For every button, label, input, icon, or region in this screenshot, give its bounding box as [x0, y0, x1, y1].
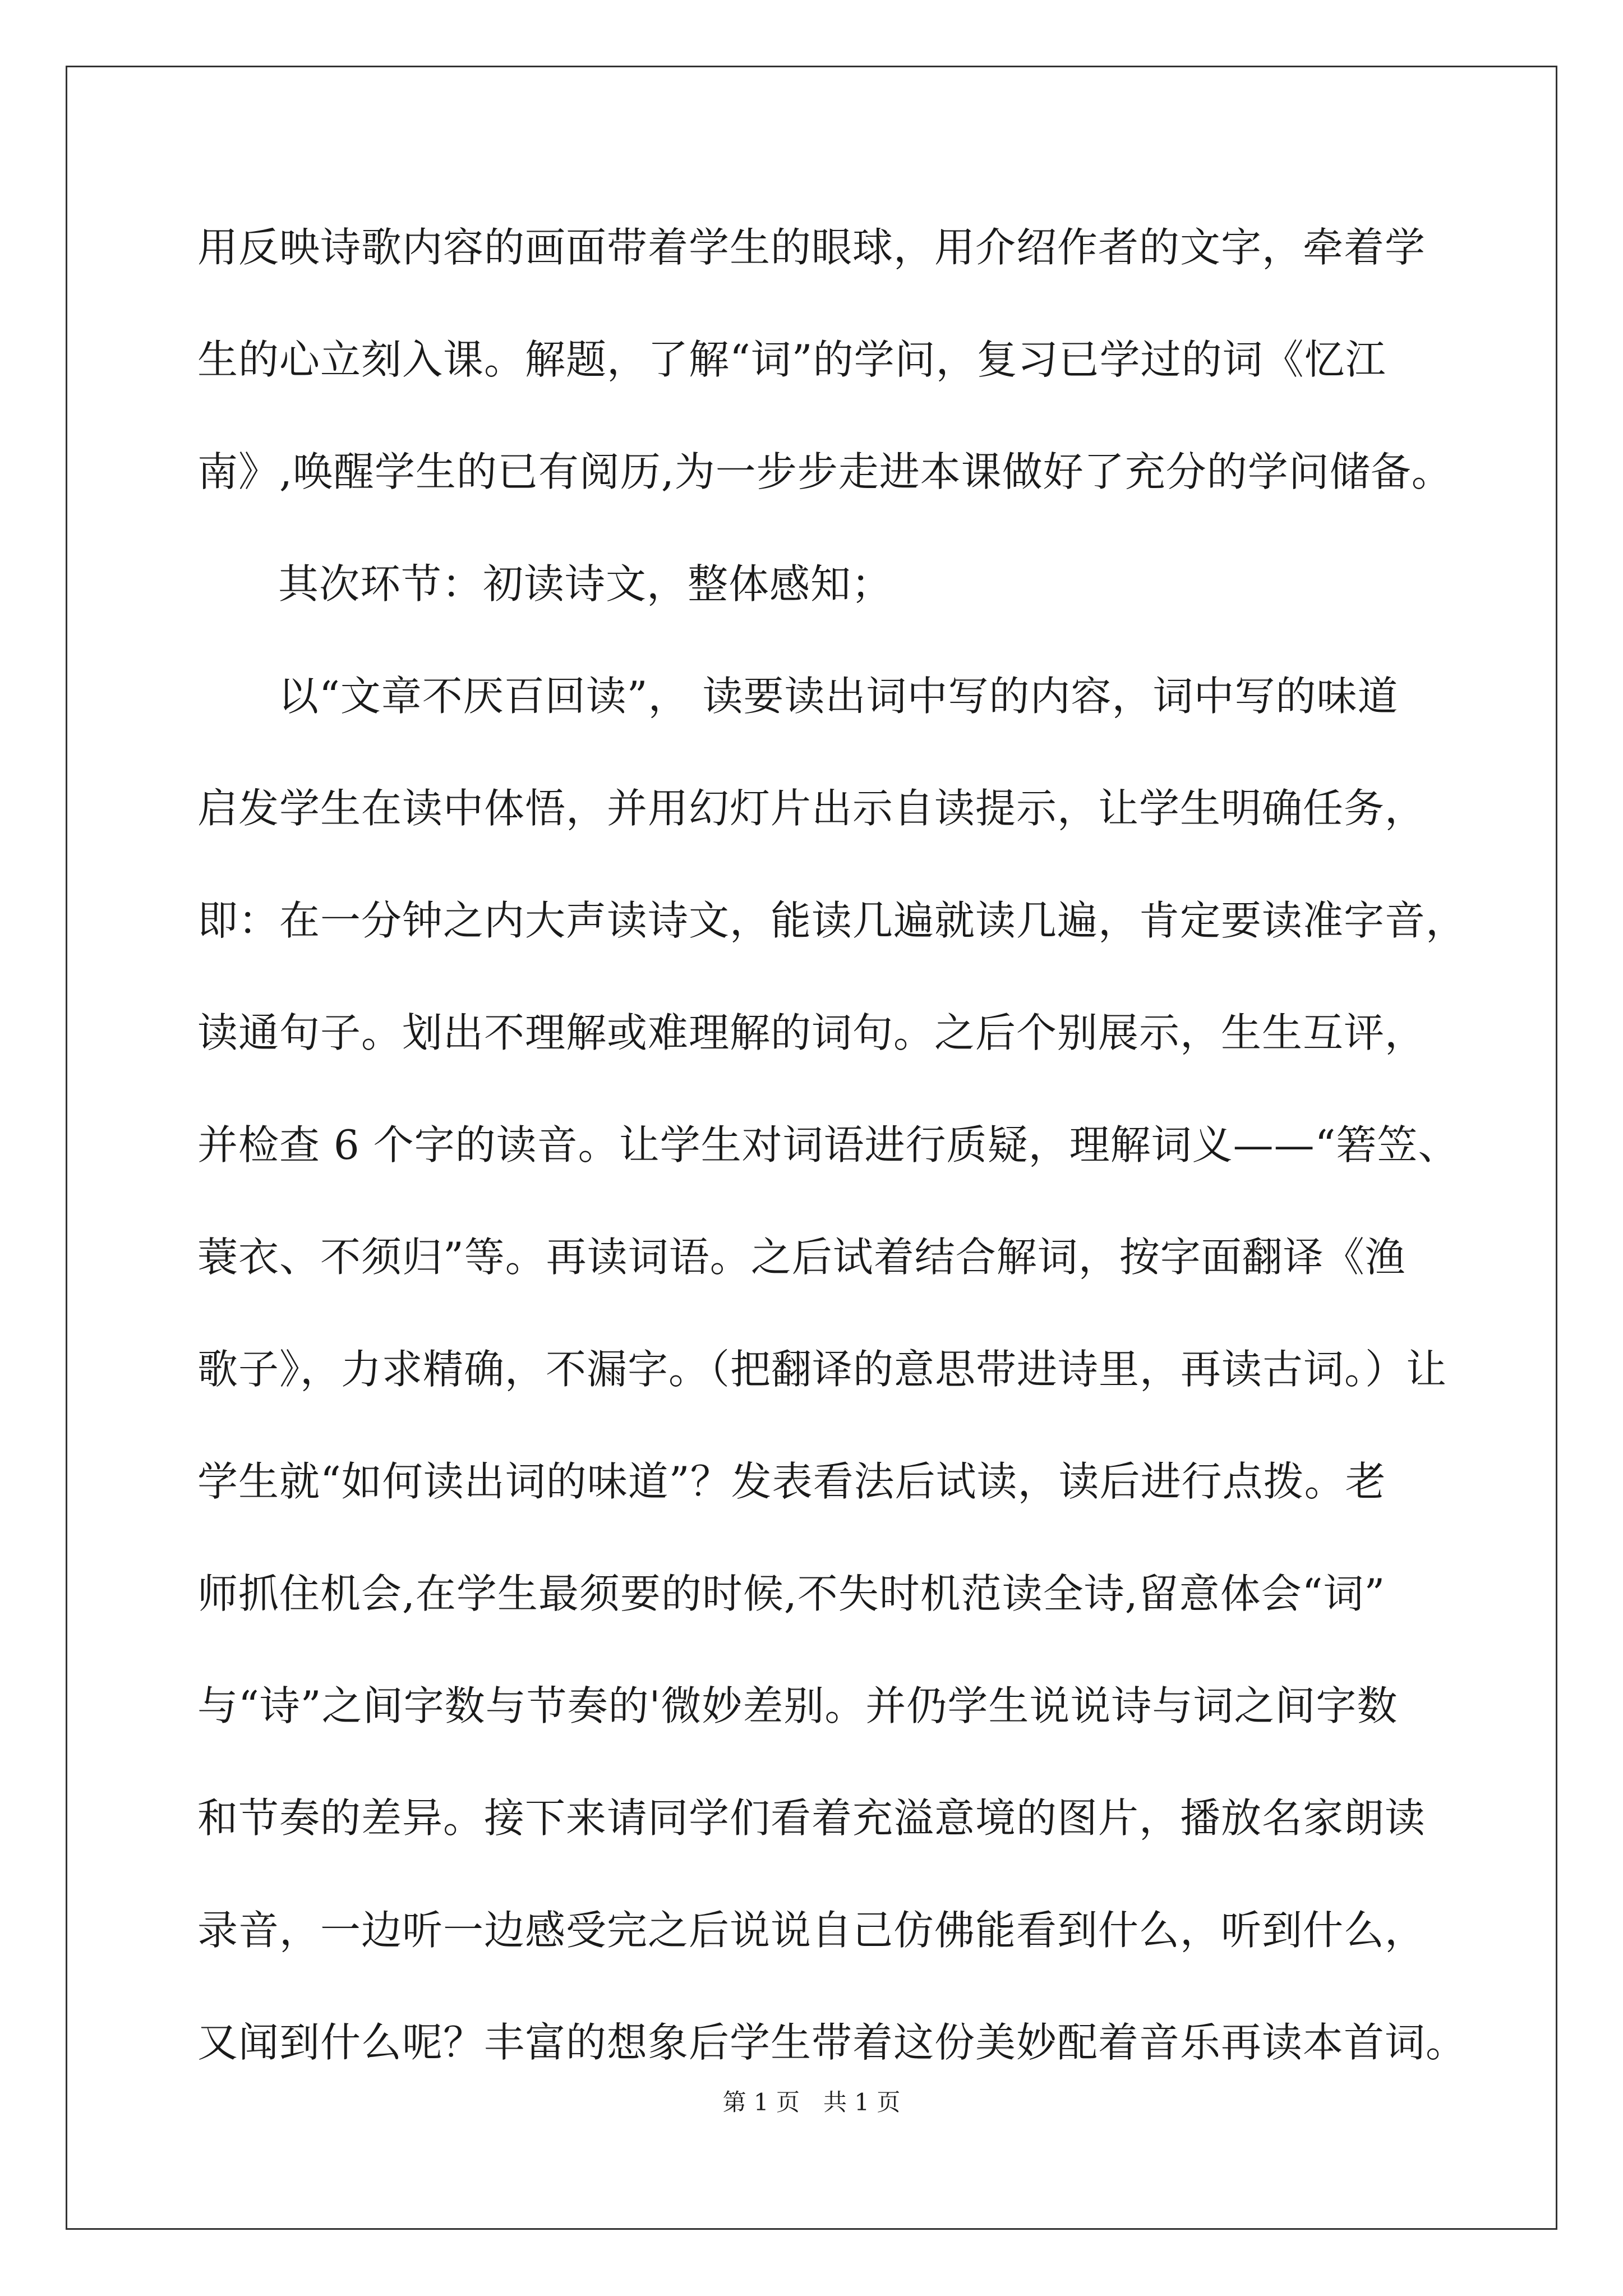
text-line: 并检查 6 个字的读音。让学生对词语进行质疑，理解词义——“箬笠、 [197, 1121, 1459, 1168]
text-line: 与“诗”之间字数与节奏的'微妙差别。并仍学生说说诗与词之间字数 [197, 1682, 1398, 1729]
text-line: 以“文章不厌百回读”， 读要读出词中写的内容，词中写的味道 [278, 673, 1399, 720]
text-line: 启发学生在读中体悟，并用幻灯片出示自读提示，让学生明确任务， [197, 785, 1426, 832]
text-line: 南》,唤醒学生的已有阅历,为一步步走进本课做好了充分的学问储备。 [197, 448, 1453, 495]
page-number-footer: 第 1 页 共 1 页 [722, 2088, 901, 2116]
text-line: 录音，一边听一边感受完之后说说自己仿佛能看到什么，听到什么， [197, 1907, 1426, 1954]
text-line: 生的心立刻入课。解题，了解“词”的学问，复习已学过的词《忆江 [197, 336, 1386, 383]
text-line: 又闻到什么呢？丰富的想象后学生带着这份美妙配着音乐再读本首词。 [197, 2019, 1467, 2066]
text-line: 蓑衣、不须归”等。再读词语。之后试着结合解词，按字面翻译《渔 [197, 1234, 1406, 1281]
text-line: 和节奏的差异。接下来请同学们看着充溢意境的图片，播放名家朗读 [197, 1795, 1426, 1842]
document-body [197, 211, 1467, 2118]
text-line: 读通句子。划出不理解或难理解的词句。之后个别展示，生生互评， [197, 1009, 1426, 1056]
text-line: 歌子》，力求精确，不漏字。（把翻译的意思带进诗里，再读古词。）让 [197, 1346, 1447, 1393]
text-line: 学生就“如何读出词的味道”？发表看法后试读，读后进行点拨。老 [197, 1458, 1386, 1505]
section-heading: 其次环节：初读诗文，整体感知； [278, 560, 893, 608]
text-line: 师抓住机会,在学生最须要的时候,不失时机范读全诗,留意体会“词” [197, 1570, 1386, 1617]
text-line: 即：在一分钟之内大声读诗文，能读几遍就读几遍，肯定要读准字音， [197, 897, 1467, 944]
text-line: 用反映诗歌内容的画面带着学生的眼球，用介绍作者的文字，牵着学 [197, 224, 1426, 271]
